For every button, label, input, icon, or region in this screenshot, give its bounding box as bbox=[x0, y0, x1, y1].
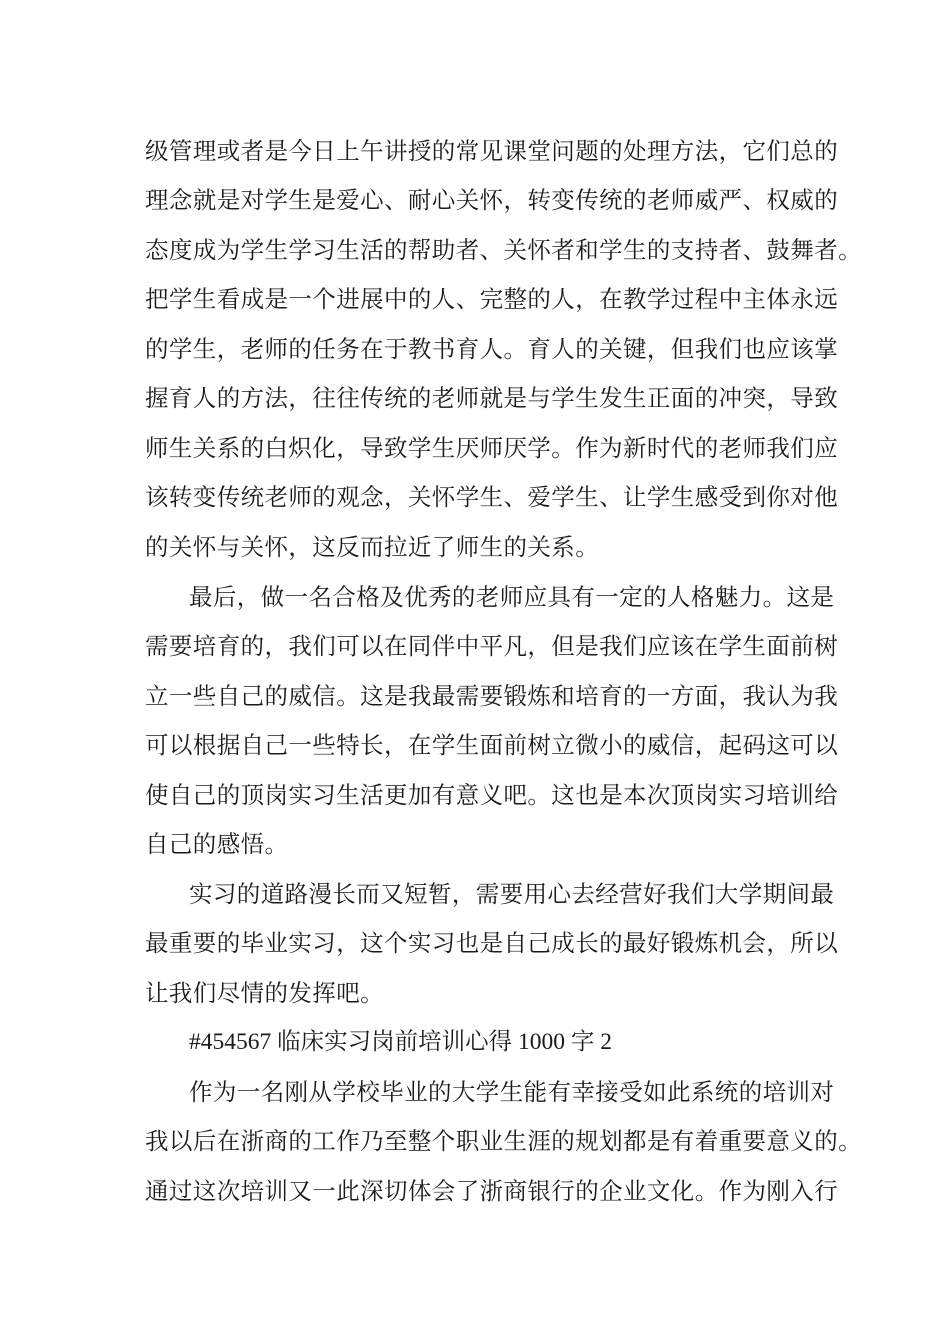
text-line: 握育人的方法，往往传统的老师就是与学生发生正面的冲突，导致 bbox=[145, 384, 839, 412]
text-line: 把学生看成是一个进展中的人、完整的人，在教学过程中主体永远 bbox=[145, 285, 839, 313]
text-line: 的关怀与关怀，这反而拉近了师生的关系。 bbox=[145, 533, 600, 561]
text-line: 实习的道路漫长而又短暂，需要用心去经营好我们大学期间最 bbox=[189, 880, 835, 908]
text-line: 最后，做一名合格及优秀的老师应具有一定的人格魅力。这是 bbox=[189, 583, 835, 611]
text-line: 可以根据自己一些特长，在学生面前树立微小的威信，起码这可以 bbox=[145, 731, 839, 759]
text-line: 最重要的毕业实习，这个实习也是自己成长的最好锻炼机会，所以 bbox=[145, 929, 839, 957]
text-line: 理念就是对学生是爱心、耐心关怀，转变传统的老师威严、权威的 bbox=[145, 186, 839, 214]
text-line: 我以后在浙商的工作乃至整个职业生涯的规划都是有着重要意义的。 bbox=[145, 1127, 862, 1155]
section-heading: #454567 临床实习岗前培训心得 1000 字 2 bbox=[189, 1029, 612, 1055]
text-line: 师生关系的白炽化，导致学生厌师厌学。作为新时代的老师我们应 bbox=[145, 434, 839, 462]
text-line: 使自己的顶岗实习生活更加有意义吧。这也是本次顶岗实习培训给 bbox=[145, 781, 839, 809]
text-line: 让我们尽情的发挥吧。 bbox=[145, 979, 384, 1007]
text-line: 立一些自己的威信。这是我最需要锻炼和培育的一方面，我认为我 bbox=[145, 682, 839, 710]
text-line: 态度成为学生学习生活的帮助者、关怀者和学生的支持者、鼓舞者。 bbox=[145, 236, 862, 264]
text-line: 通过这次培训又一此深切体会了浙商银行的企业文化。作为刚入行 bbox=[145, 1177, 839, 1205]
text-line: 该转变传统老师的观念，关怀学生、爱学生、让学生感受到你对他 bbox=[145, 483, 839, 511]
text-line: 级管理或者是今日上午讲授的常见课堂问题的处理方法，它们总的 bbox=[145, 137, 839, 165]
text-line: 自己的感悟。 bbox=[145, 830, 289, 858]
text-line: 需要培育的，我们可以在同伴中平凡，但是我们应该在学生面前树 bbox=[145, 632, 839, 660]
text-line: 的学生，老师的任务在于教书育人。育人的关键，但我们也应该掌 bbox=[145, 335, 839, 363]
text-line: 作为一名刚从学校毕业的大学生能有幸接受如此系统的培训对 bbox=[189, 1078, 835, 1106]
